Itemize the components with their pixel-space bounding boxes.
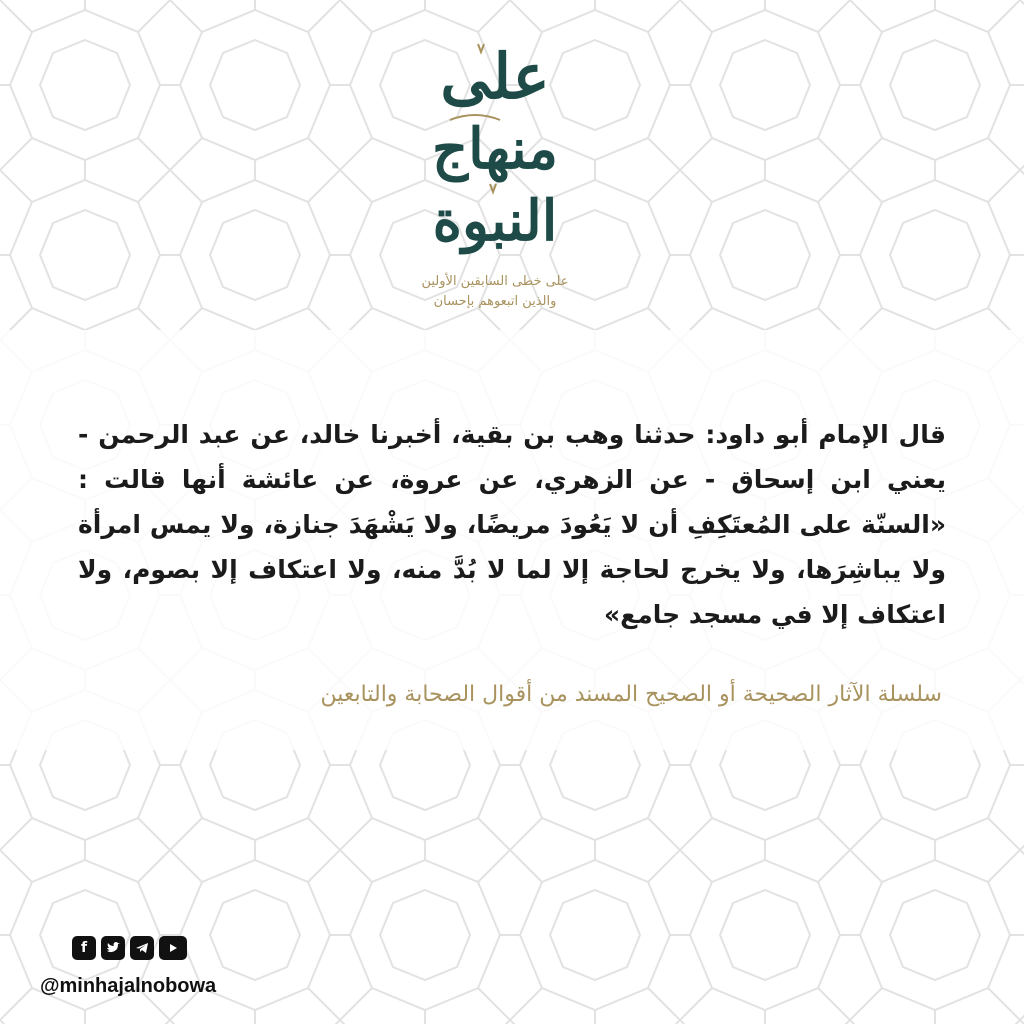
- hadith-text: قال الإمام أبو داود: حدثنا وهب بن بقية، أخبرنا خالد، عن عبد الرحمن - يعني ابن إسحاق - عن الزهري، عن عروة، عن عائشة أنها قالت : «السنّة على المُعتَكِفِ أن لا يَعُودَ مريضًا، ولا يَشْهَدَ جنازة، ولا يمس امرأة ولا يباشِرَها، ولا يخرج لحاجة إلا لما لا بُدَّ منه، ولا اعتكاف إلا بصوم، ولا اعتكاف إلا في مسجد جامع»: [78, 420, 946, 629]
- telegram-icon[interactable]: [130, 936, 154, 960]
- logo-title-line1: على: [440, 40, 550, 113]
- logo-subtitle-line1: على خطى السابقين الأولين: [421, 274, 569, 289]
- logo-title-line3: النبوة: [432, 188, 558, 254]
- logo-subtitle-line2: والذين اتبعوهم بإحسان: [433, 294, 557, 309]
- social-handle[interactable]: @minhajalnobowa: [40, 975, 217, 997]
- brand-logo: [390, 28, 600, 318]
- youtube-icon[interactable]: [159, 936, 187, 960]
- logo-title-line2: منهاج: [432, 116, 558, 182]
- series-title: سلسلة الآثار الصحيحة أو الصحيح المسند من أقوال الصحابة والتابعين: [320, 682, 942, 707]
- social-icons: [72, 936, 187, 960]
- twitter-icon[interactable]: [101, 936, 125, 960]
- facebook-icon[interactable]: f: [72, 936, 96, 960]
- logo-calligraphy: [390, 28, 600, 268]
